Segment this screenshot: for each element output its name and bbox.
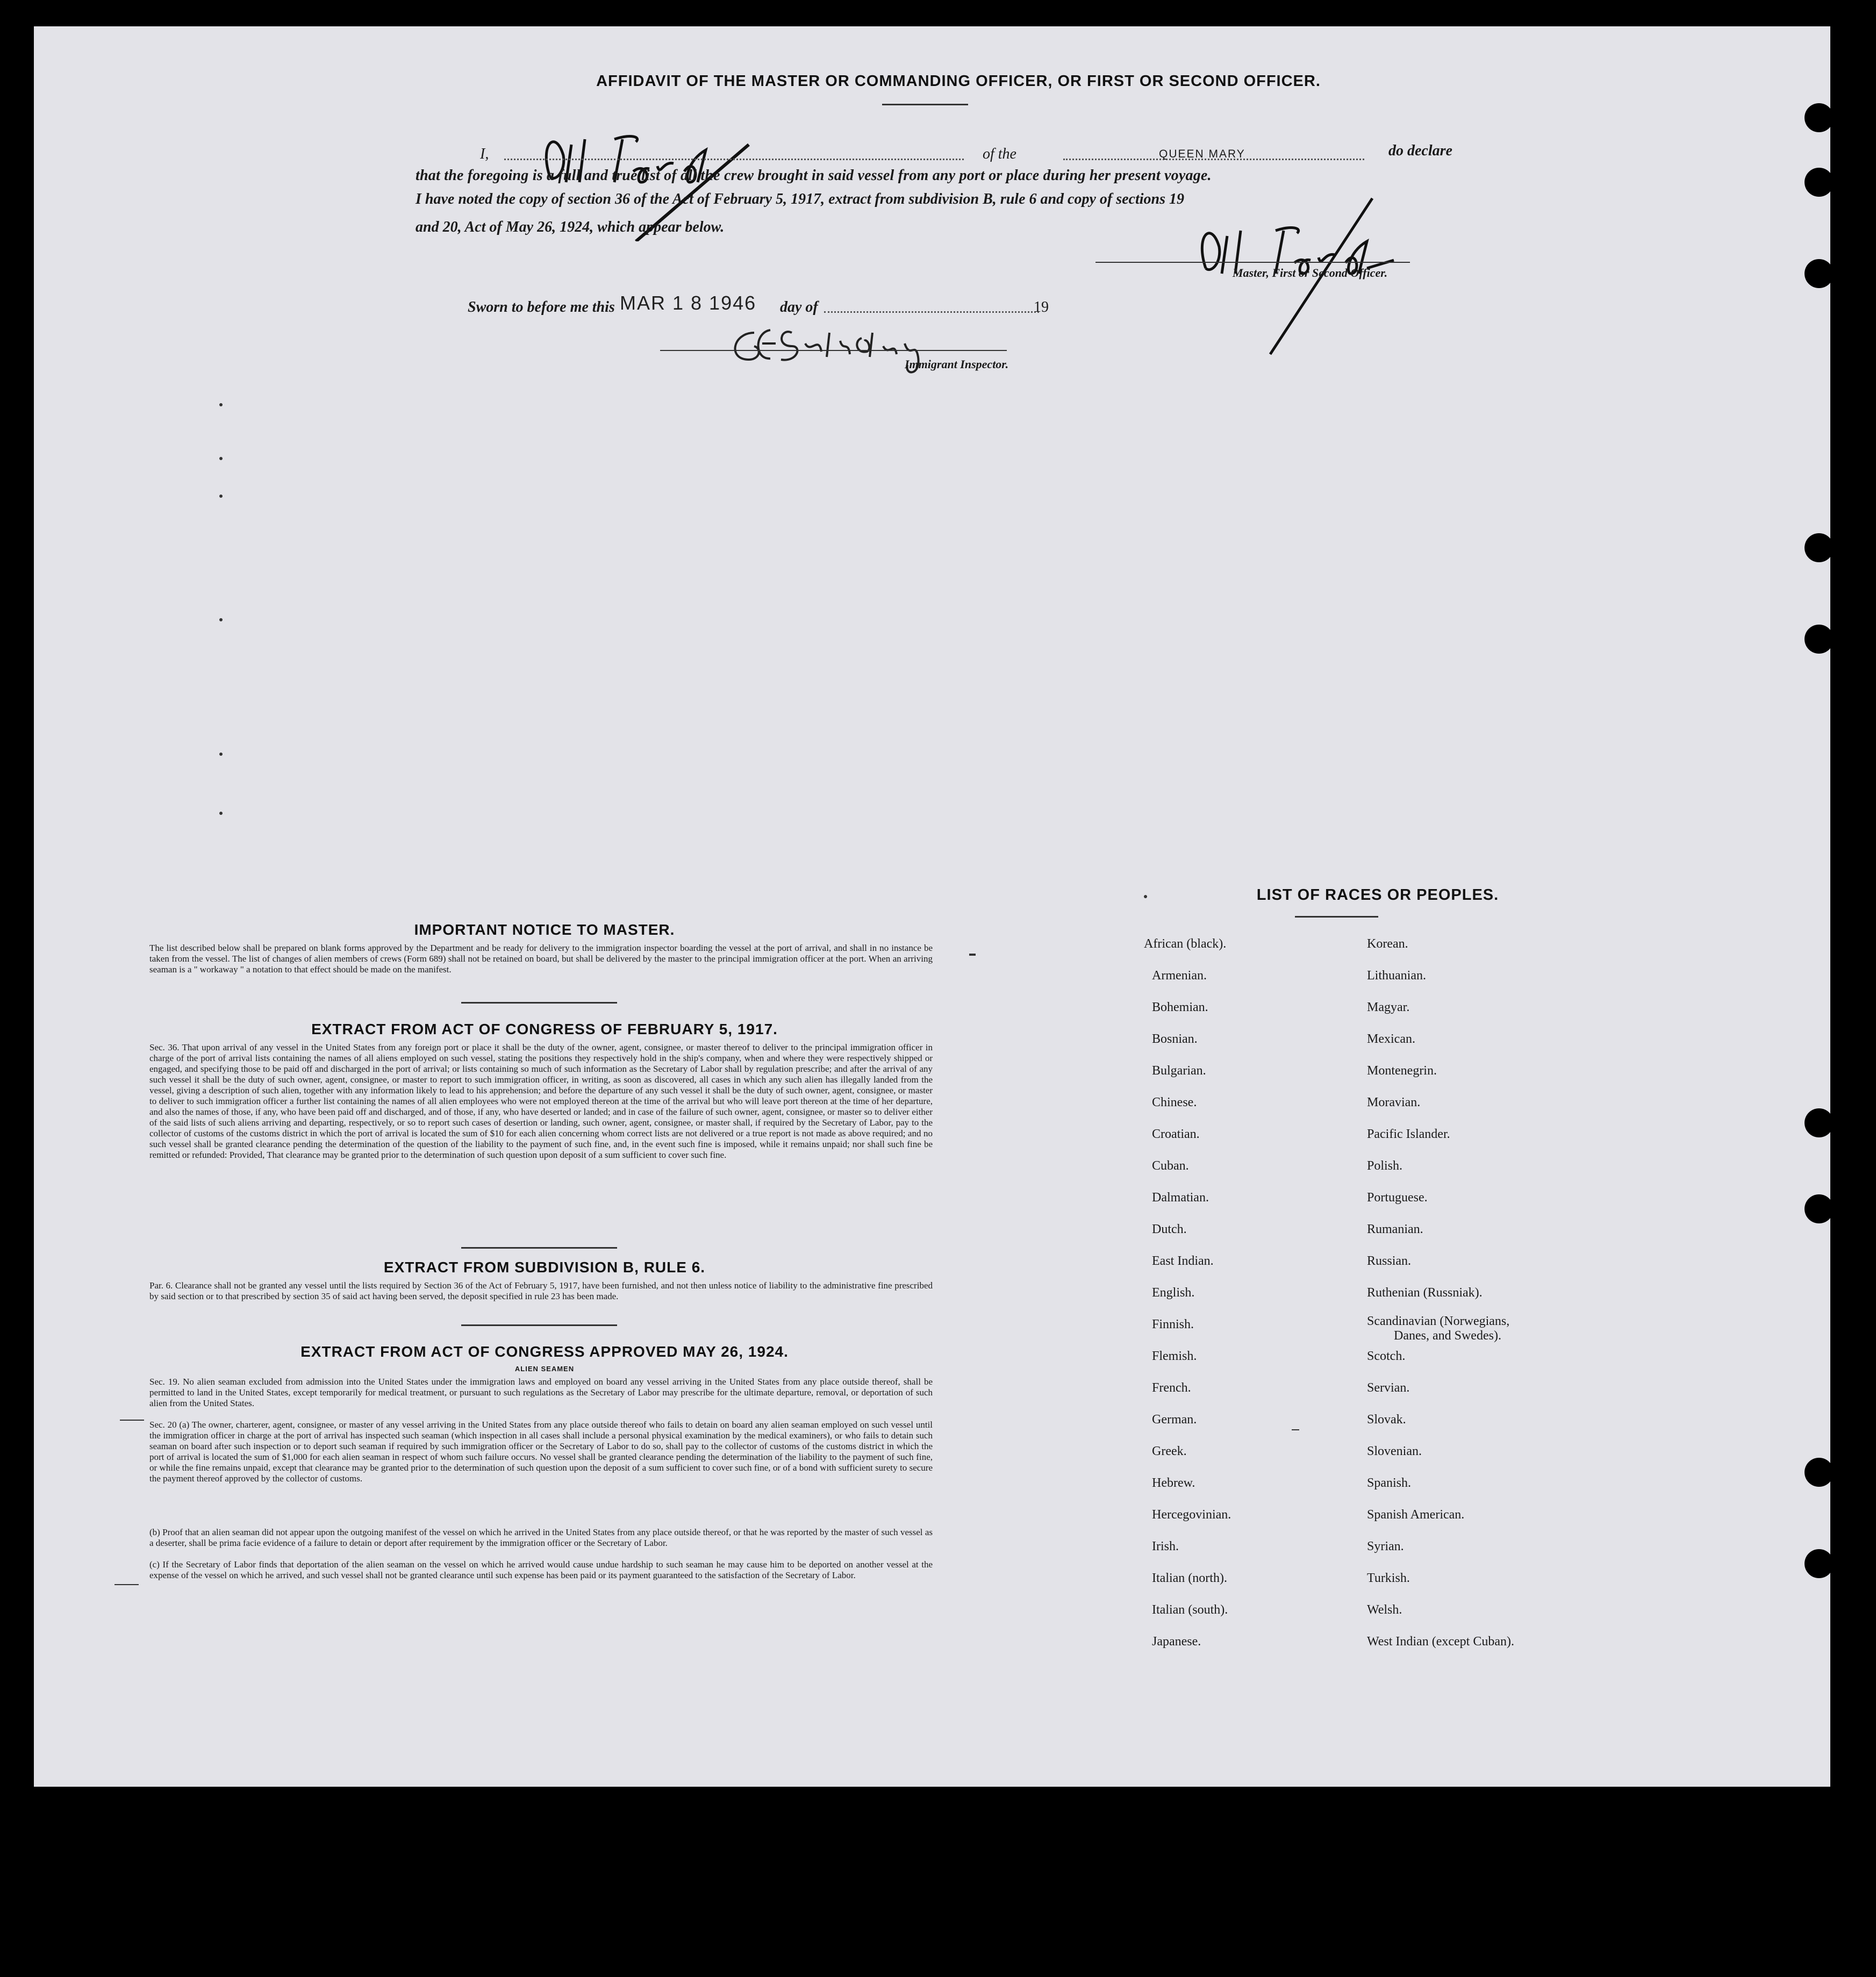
races-title: LIST OF RACES OR PEOPLES. — [1256, 886, 1499, 904]
race-left: Italian (north). — [1152, 1571, 1227, 1585]
race-left: French. — [1152, 1381, 1191, 1395]
name-line — [504, 159, 964, 160]
extract-1924-title: EXTRACT FROM ACT OF CONGRESS APPROVED MAY 26, 1924. — [300, 1343, 789, 1360]
race-right: Lithuanian. — [1367, 969, 1426, 983]
race-left: Flemish. — [1152, 1349, 1197, 1363]
race-left: Armenian. — [1152, 969, 1207, 983]
binder-hole — [1805, 259, 1834, 288]
race-right: Spanish American. — [1367, 1508, 1465, 1522]
affidavit-declare: do declare — [1388, 142, 1452, 159]
binder-hole — [1805, 533, 1834, 562]
race-right: Scotch. — [1367, 1349, 1406, 1363]
race-left: Hebrew. — [1152, 1476, 1195, 1490]
sworn-month-line — [824, 311, 1039, 313]
stray-mark — [969, 954, 976, 956]
race-right: Magyar. — [1367, 1000, 1410, 1014]
race-right: Slovak. — [1367, 1413, 1406, 1427]
race-left: Japanese. — [1152, 1635, 1201, 1649]
race-left: African (black). — [1144, 937, 1227, 951]
extract-1917-title: EXTRACT FROM ACT OF CONGRESS OF FEBRUARY 5, 1917. — [311, 1021, 778, 1037]
race-left: Chinese. — [1152, 1095, 1197, 1109]
extract-1924-sec20c: (c) If the Secretary of Labor finds that deportation of the alien seaman on the vessel on which he arrived would cause undue hardship to such seaman he may cause him to be deported on another vessel at the expense of the vessel on which he arrived, and such vessel shall not be granted clearance until such expense has been paid or its payment guaranteed to the satisfaction of the Secretary of Labor. — [149, 1559, 933, 1580]
master-signature-line — [1095, 262, 1410, 263]
mark-dot — [219, 495, 223, 498]
race-right: Russian. — [1367, 1254, 1412, 1268]
race-left: East Indian. — [1152, 1254, 1214, 1268]
race-left: Bulgarian. — [1152, 1064, 1206, 1078]
races-divider — [1295, 916, 1378, 918]
race-right: Ruthenian (Russniak). — [1367, 1286, 1483, 1300]
affidavit-line-3: I have noted the copy of section 36 of the Act of February 5, 1917, extract from subdivision B, rule 6 and copy of sections 19 — [416, 191, 1185, 207]
affidavit-i: I, — [480, 146, 489, 162]
stray-mark — [1292, 1429, 1299, 1430]
binder-hole — [1805, 103, 1834, 132]
notice-body: The list described below shall be prepared on blank forms approved by the Department and be ready for delivery to the immigration inspector boarding the vessel at the port of arrival, and shall in no instance be taken from the vessel. The list of changes of alien members of crews (Form 689) shall not be retained on board, but shall be delivered by the master to the principal immigration officer at the port. When an arriving seaman is a " workaway " a notation to that effect should be made on the manifest. — [149, 943, 933, 975]
mark-dot — [219, 618, 223, 621]
race-left: Cuban. — [1152, 1159, 1189, 1173]
race-right: West Indian (except Cuban). — [1367, 1635, 1514, 1649]
sworn-date-stamp: MAR 1 8 1946 — [620, 292, 757, 314]
race-right: Scandinavian (Norwegians, — [1367, 1314, 1510, 1328]
affidavit-title: AFFIDAVIT OF THE MASTER OR COMMANDING OFFICER, OR FIRST OR SECOND OFFICER. — [596, 73, 1321, 90]
race-left: Italian (south). — [1152, 1603, 1228, 1617]
race-right: Korean. — [1367, 937, 1408, 951]
binder-hole — [1805, 1458, 1834, 1487]
race-left: English. — [1152, 1286, 1195, 1300]
race-left: Greek. — [1152, 1444, 1187, 1458]
extract-1924-sec20b: (b) Proof that an alien seaman did not appear upon the outgoing manifest of the vessel on which he arrived in the United States from any place outside thereof, or that he was reported by the master of such vessel as a deserter, shall be prima facie evidence of a failure to detain or deport after requirement by the immigration officer or the Secretary of Labor. — [149, 1527, 933, 1548]
mark-dot — [219, 403, 223, 406]
race-right: Slovenian. — [1367, 1444, 1422, 1458]
race-right: Turkish. — [1367, 1571, 1410, 1585]
title-divider — [882, 104, 968, 105]
inspector-signature — [711, 317, 1001, 381]
race-right: Portuguese. — [1367, 1191, 1428, 1205]
race-right: Syrian. — [1367, 1539, 1404, 1553]
affidavit-line-2: that the foregoing is a full and true list of all the crew brought in said vessel from any port or place during her present voyage. — [416, 167, 1212, 184]
mark-dot — [219, 457, 223, 460]
affidavit-of-the: of the — [983, 146, 1016, 162]
race-left: Croatian. — [1152, 1127, 1200, 1141]
notice-title: IMPORTANT NOTICE TO MASTER. — [414, 921, 675, 938]
extract-1924-subtitle: ALIEN SEAMEN — [514, 1365, 575, 1373]
binder-hole — [1805, 1194, 1834, 1223]
document-page — [34, 26, 1830, 1787]
race-right: Welsh. — [1367, 1603, 1402, 1617]
race-left: Dalmatian. — [1152, 1191, 1209, 1205]
race-left: German. — [1152, 1413, 1197, 1427]
extract-1917-body: Sec. 36. That upon arrival of any vessel in the United States from any foreign port or place it shall be the duty of the owner, agent, consignee, or master thereof to deliver to the principal immigration officer in charge of the port of arrival lists containing the names of all aliens employed on such vessel, stating the positions they respectively hold in the ship's company, when and where they were respectively shipped or engaged, and specifying those to be paid off and discharged in the port of arrival; or lists containing so much of such information as the Secretary of Labor shall by regulation prescribe; and after the arrival of any such vessel it shall be the duty of such owner, agent, consignee, or master to report to such immigration officer, in writing, as soon as discovered, all cases in which any such alien has illegally landed from the vessel, giving a description of such alien, together with any information likely to lead to his apprehension; and before the departure of any such vessel it shall be the duty of such owner, agent, consignee, or master to deliver to such immigration officer a further list containing the names of all alien employees who were not employed thereon at the time of the arrival but who will leave port thereon at the time of her departure, and also the names of those, if any, who have been paid off and discharged, and of those, if any, who have deserted or landed; and in case of the failure of such owner, agent, consignee, or master so to deliver either of the said lists of such aliens arriving and departing, respectively, or so to report such cases of desertion or landing, such owner, agent, consignee, or master shall, if required by the Secretary of Labor, pay to the collector of customs of the customs district in which the port of arrival is located the sum of $10 for each alien concerning whom correct lists are not delivered or a true report is not made as above required; and no such vessel shall be granted clearance pending the determination of the question of the liability to the payment of such fine, and, in the event such fine is imposed, while it remains unpaid; nor shall such fine be remitted or refunded: Provided, That clearance may be granted prior to the determination of such question upon deposit of a sum sufficient to cover such fine. — [149, 1042, 933, 1160]
notice-divider — [461, 1002, 617, 1004]
rule6-title: EXTRACT FROM SUBDIVISION B, RULE 6. — [383, 1259, 706, 1276]
race-left: Bohemian. — [1152, 1000, 1208, 1014]
race-left: Dutch. — [1152, 1222, 1187, 1236]
margin-tick — [114, 1584, 139, 1585]
race-right-continuation: Danes, and Swedes). — [1394, 1329, 1501, 1343]
binder-hole — [1805, 168, 1834, 197]
master-caption: Master, First or Second Officer. — [1233, 266, 1388, 280]
extract-1917-divider — [461, 1247, 617, 1249]
rule6-body: Par. 6. Clearance shall not be granted any vessel until the lists required by Section 36 of the Act of February 5, 1917, have been furnished, and not then unless notice of liability to the administrative fine prescribed by said section or to that prescribed by section 35 of said act having been served, the deposit specified in rule 23 has been made. — [149, 1280, 933, 1301]
vessel-name: QUEEN MARY — [1159, 148, 1245, 160]
race-right: Polish. — [1367, 1159, 1403, 1173]
mark-dot — [219, 812, 223, 815]
inspector-signature-line — [660, 350, 1007, 351]
binder-hole — [1805, 1549, 1834, 1578]
binder-hole — [1805, 1108, 1834, 1137]
mark-dot — [219, 753, 223, 756]
inspector-caption: Immigrant Inspector. — [905, 357, 1009, 371]
extract-1924-sec19: Sec. 19. No alien seaman excluded from admission into the United States under the immigration laws and employed on board any vessel arriving in the United States from any place outside thereof, shall be permitted to land in the United States, except temporarily for medical treatment, or pursuant to such regulations as the Secretary of Labor may prescribe for the ultimate departure, removal, or deportation of such alien from the United States. — [149, 1377, 933, 1408]
race-right: Spanish. — [1367, 1476, 1412, 1490]
race-left: Hercegovinian. — [1152, 1508, 1231, 1522]
race-left: Bosnian. — [1152, 1032, 1198, 1046]
race-right: Pacific Islander. — [1367, 1127, 1450, 1141]
race-right: Moravian. — [1367, 1095, 1421, 1109]
sworn-prefix: Sworn to before me this — [468, 299, 615, 316]
sworn-day-of: day of — [780, 299, 818, 316]
sworn-year: 19 — [1034, 299, 1049, 316]
race-right: Rumanian. — [1367, 1222, 1423, 1236]
rule6-divider — [461, 1324, 617, 1326]
mark-dot — [1144, 895, 1147, 898]
race-right: Montenegrin. — [1367, 1064, 1437, 1078]
affidavit-line-4: and 20, Act of May 26, 1924, which appear below. — [416, 219, 725, 235]
extract-1924-sec20a: Sec. 20 (a) The owner, charterer, agent, consignee, or master of any vessel arriving in the United States from any place outside thereof who fails to detain on board any alien seaman employed on such vessel until the immigration officer in charge at the port of arrival has inspected such seaman (which inspection in all cases shall include a personal physical examination by the medical examiners), or who fails to detain such seaman on board after such inspection or to deport such seaman if required by such immigration officer or the Secretary of Labor to do so, shall pay to the collector of customs of the customs district in which the port of arrival is located the sum of $1,000 for each alien seaman in respect of whom such failure occurs. No vessel shall be granted clearance pending the determination of the liability to the payment of such fine, or while the fine remains unpaid, except that clearance may be granted prior to the determination of such question upon the deposit of a sum sufficient to cover such fine, or of a bond with sufficient surety to secure the payment thereof approved by the collector of customs. — [149, 1420, 933, 1484]
race-left: Finnish. — [1152, 1317, 1194, 1331]
race-right: Servian. — [1367, 1381, 1410, 1395]
race-left: Irish. — [1152, 1539, 1179, 1553]
margin-tick — [120, 1420, 144, 1421]
race-right: Mexican. — [1367, 1032, 1415, 1046]
binder-hole — [1805, 625, 1834, 654]
